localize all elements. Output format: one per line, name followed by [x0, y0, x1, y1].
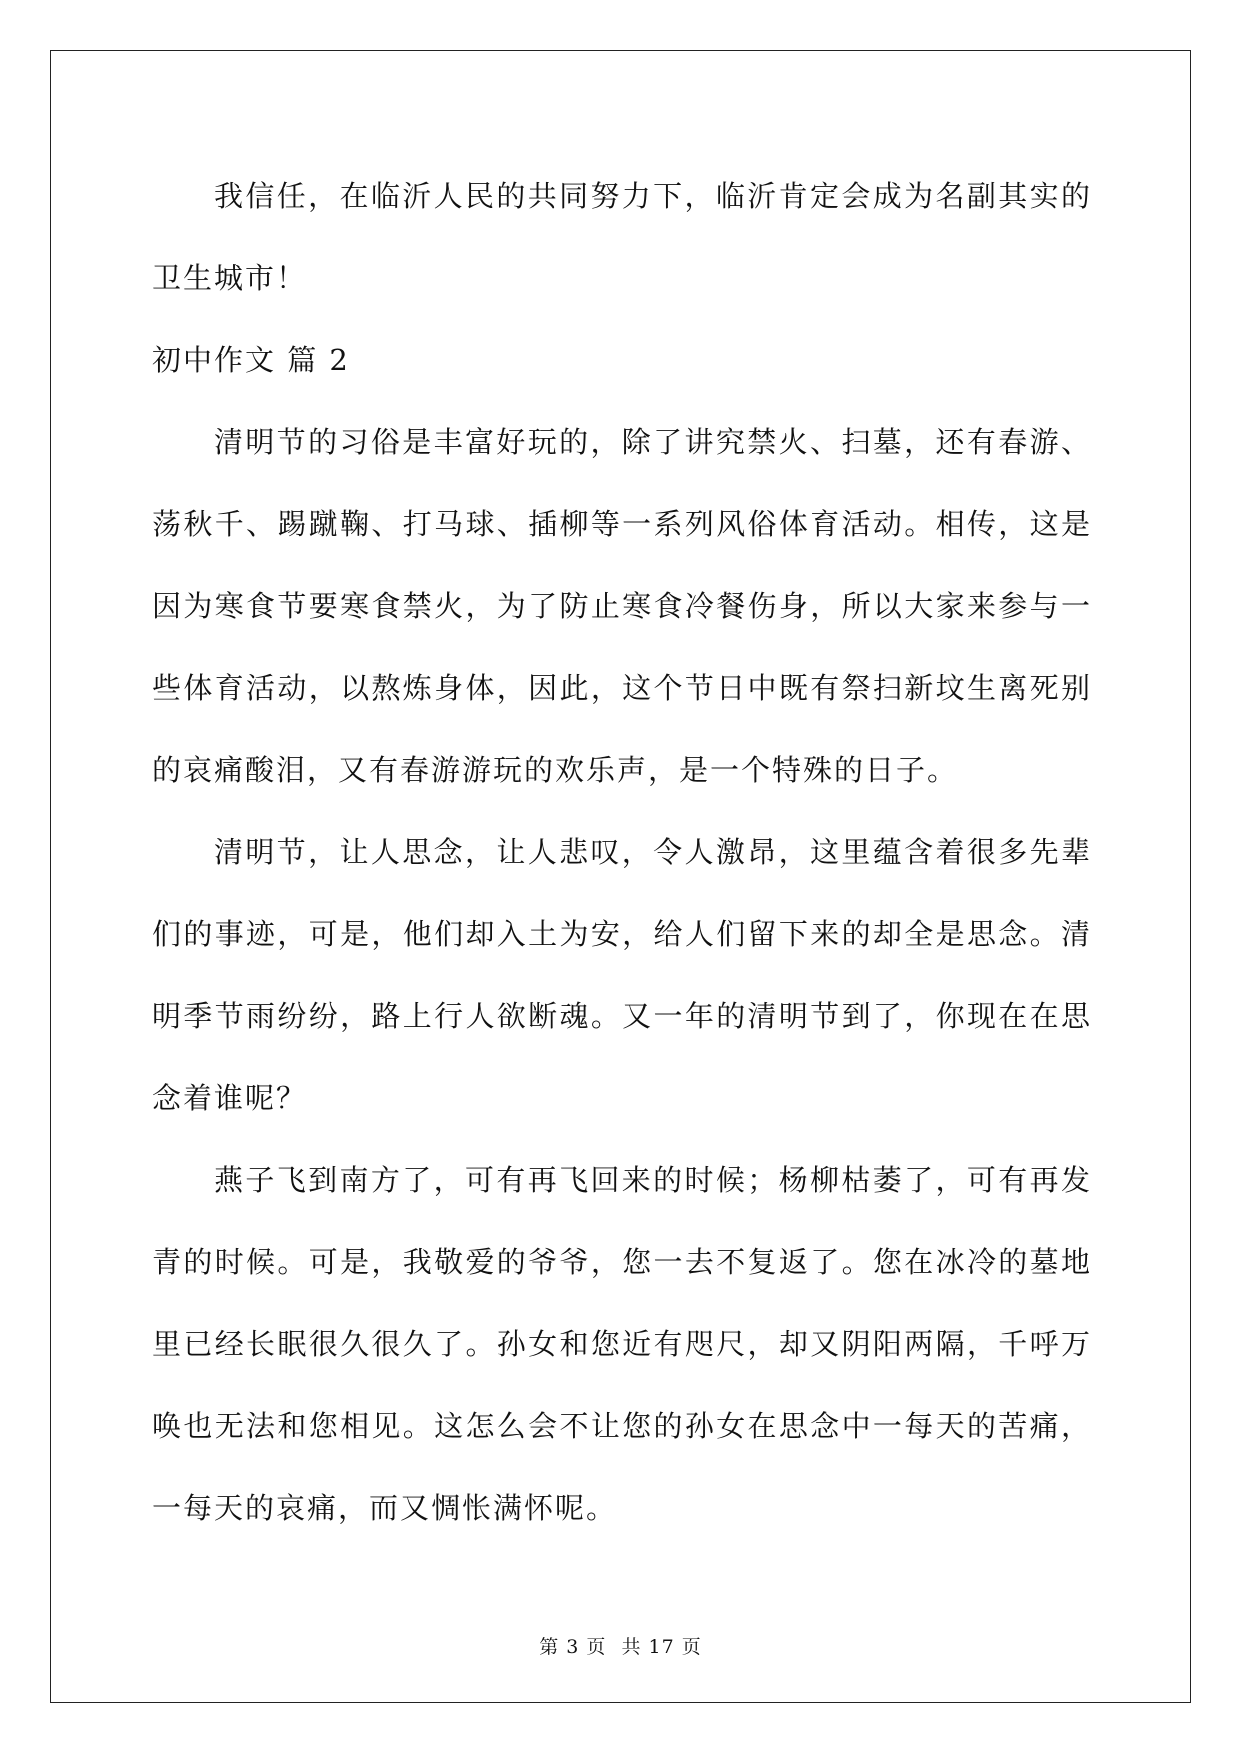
text-line: 青的时候。可是，我敬爱的爷爷，您一去不复返了。您在冰冷的墓地: [152, 1245, 1092, 1279]
page-footer: [0, 1632, 1241, 1659]
document-body: [152, 155, 1092, 1549]
text-line: 卫生城市！: [152, 261, 308, 295]
paragraph-3: [152, 1139, 1092, 1549]
text-line: 些体育活动，以熬炼身体，因此，这个节日中既有祭扫新坟生离死别: [152, 671, 1092, 705]
text-line: 荡秋千、踢蹴鞠、打马球、插柳等一系列风俗体育活动。相传，这是: [152, 507, 1092, 541]
text-line: 清明节，让人思念，让人悲叹，令人激昂，这里蕴含着很多先辈: [214, 835, 1092, 869]
page-total: 共 17 页: [621, 1636, 702, 1658]
text-line: 明季节雨纷纷，路上行人欲断魂。又一年的清明节到了，你现在在思: [152, 999, 1092, 1033]
paragraph-2: [152, 811, 1092, 1139]
page-number: 第 3 页: [539, 1636, 607, 1658]
paragraph-1: [152, 401, 1092, 811]
text-line: 念着谁呢？: [152, 1081, 308, 1115]
text-line: 的哀痛酸泪，又有春游游玩的欢乐声，是一个特殊的日子。: [152, 753, 959, 787]
text-line: 清明节的习俗是丰富好玩的，除了讲究禁火、扫墓，还有春游、: [214, 425, 1092, 459]
section-title: 初中作文 篇 2: [152, 343, 350, 377]
text-line: 我信任，在临沂人民的共同努力下，临沂肯定会成为名副其实的: [214, 179, 1092, 213]
text-line: 燕子飞到南方了，可有再飞回来的时候；杨柳枯萎了，可有再发: [214, 1163, 1092, 1197]
text-line: 唤也无法和您相见。这怎么会不让您的孙女在思念中一每天的苦痛，: [152, 1409, 1092, 1443]
text-line: 因为寒食节要寒食禁火，为了防止寒食冷餐伤身，所以大家来参与一: [152, 589, 1092, 623]
paragraph-intro: [152, 155, 1092, 319]
text-line: 们的事迹，可是，他们却入土为安，给人们留下来的却全是思念。清: [152, 917, 1092, 951]
text-line: 一每天的哀痛，而又惆怅满怀呢。: [152, 1491, 618, 1525]
text-line: 里已经长眠很久很久了。孙女和您近有咫尺，却又阴阳两隔，千呼万: [152, 1327, 1092, 1361]
